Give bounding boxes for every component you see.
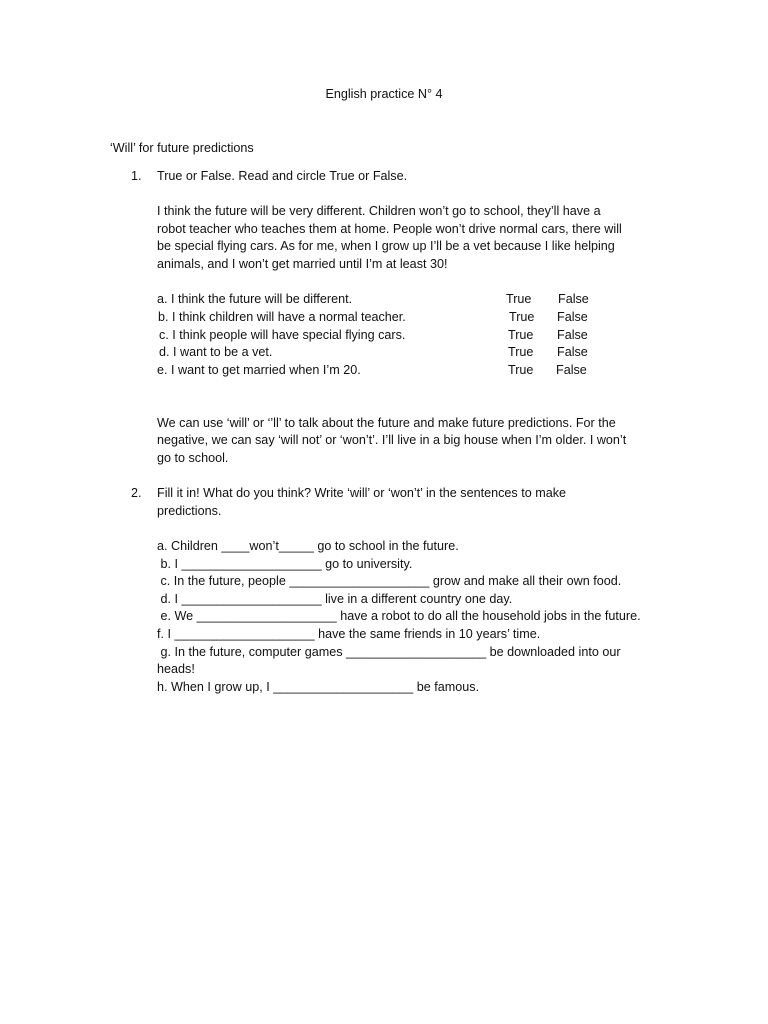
section-heading: ‘Will’ for future predictions	[110, 141, 254, 155]
exercise-2-instruction-cont: predictions.	[157, 504, 222, 518]
tf-item-d-false[interactable]: False	[557, 345, 588, 359]
tf-item-d-true[interactable]: True	[508, 345, 534, 359]
grammar-note-line: We can use ‘will’ or ‘’ll’ to talk about the future and make future predictions. For the	[157, 416, 616, 430]
fill-item-g[interactable]: g. In the future, computer games ____________________ be downloaded into our	[157, 645, 621, 659]
fill-item-g-cont: heads!	[157, 662, 195, 676]
fill-item-d[interactable]: d. I ____________________ live in a different country one day.	[157, 592, 513, 606]
tf-item-b: b. I think children will have a normal teacher.	[158, 310, 406, 324]
grammar-note-line: negative, we can say ‘will not’ or ‘won’t’. I’ll live in a big house when I’m older. I won’t	[157, 433, 627, 447]
passage-line: robot teacher who teaches them at home. People won’t drive normal cars, there will	[157, 222, 622, 236]
exercise-2-instruction: Fill it in! What do you think? Write ‘will’ or ‘won’t’ in the sentences to make	[157, 486, 566, 500]
tf-item-e: e. I want to get married when I’m 20.	[157, 363, 361, 377]
tf-item-d: d. I want to be a vet.	[159, 345, 273, 359]
fill-item-f[interactable]: f. I ____________________ have the same friends in 10 years’ time.	[157, 627, 541, 641]
fill-item-h[interactable]: h. When I grow up, I ____________________ be famous.	[157, 680, 480, 694]
tf-item-b-true[interactable]: True	[509, 310, 535, 324]
exercise-1-number: 1.	[131, 169, 142, 183]
tf-item-e-false[interactable]: False	[556, 363, 587, 377]
tf-item-a-false[interactable]: False	[558, 292, 589, 306]
tf-item-c-false[interactable]: False	[557, 328, 588, 342]
tf-item-c: c. I think people will have special flying cars.	[159, 328, 406, 342]
passage-line: I think the future will be very different. Children won’t go to school, they’ll have a	[157, 204, 601, 218]
passage-line: be special flying cars. As for me, when I grow up I’ll be a vet because I like helping	[157, 239, 615, 253]
tf-item-b-false[interactable]: False	[557, 310, 588, 324]
fill-item-e[interactable]: e. We ____________________ have a robot to do all the household jobs in the future.	[157, 609, 641, 623]
fill-item-b[interactable]: b. I ____________________ go to university.	[157, 557, 413, 571]
fill-item-a[interactable]: a. Children ____won’t_____ go to school in the future.	[157, 539, 459, 553]
tf-item-e-true[interactable]: True	[508, 363, 534, 377]
page-title: English practice N° 4	[325, 87, 443, 101]
tf-item-c-true[interactable]: True	[508, 328, 534, 342]
grammar-note-line: go to school.	[157, 451, 229, 465]
passage-line: animals, and I won’t get married until I’m at least 30!	[157, 257, 448, 271]
fill-item-c[interactable]: c. In the future, people ____________________ grow and make all their own food.	[157, 574, 622, 588]
tf-item-a-true[interactable]: True	[506, 292, 532, 306]
tf-item-a: a. I think the future will be different.	[157, 292, 353, 306]
exercise-2-number: 2.	[131, 486, 142, 500]
exercise-1-instruction: True or False. Read and circle True or False.	[157, 169, 408, 183]
